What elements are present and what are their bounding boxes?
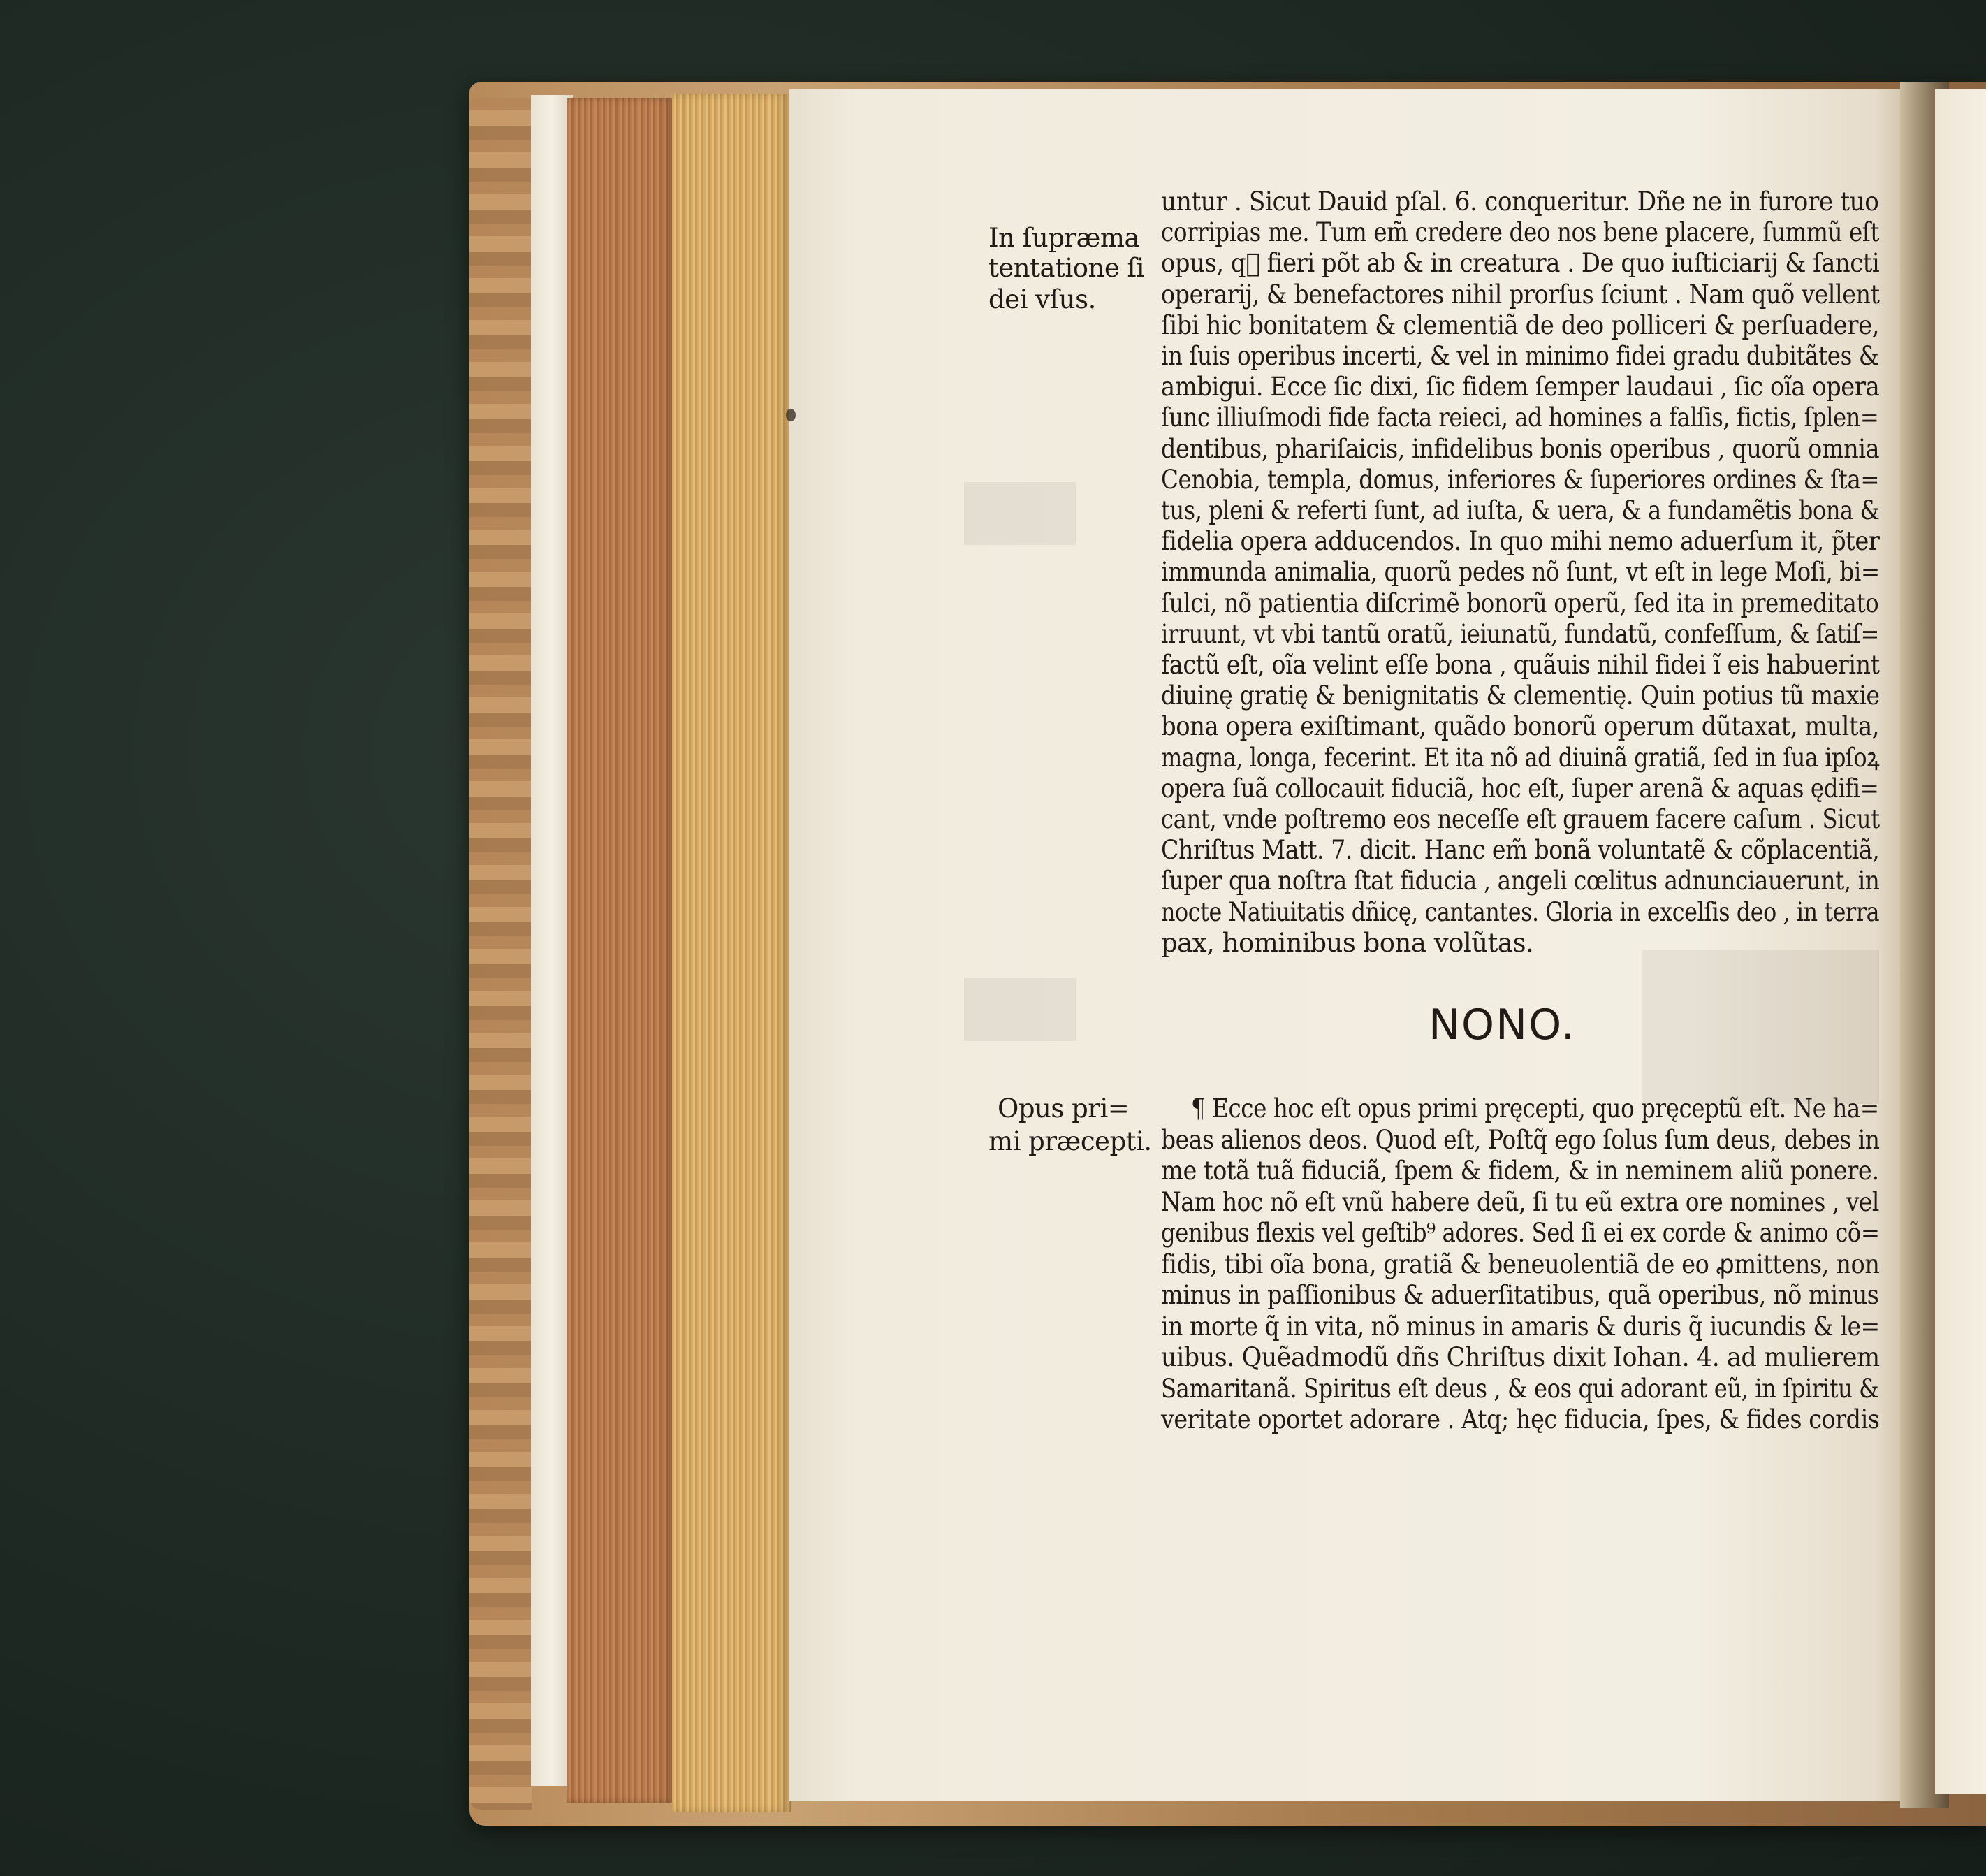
margin-note: In ſupræma: [988, 223, 1140, 253]
section-heading: NONO.: [1429, 1001, 1576, 1049]
text-line: pax, hominibus bona volũtas.: [1161, 927, 1534, 958]
show-through-mark: [1642, 950, 1879, 1104]
text-line: ¶ Ecce hoc eſt opus primi pręcepti, quo pręceptũ eſt. Ne ha=: [1191, 1093, 1879, 1124]
text-line: in morte q̃ in vita, nõ minus in amaris & duris q̃ iucundis & le=: [1161, 1311, 1880, 1341]
page-block-gilt-edge: [672, 94, 791, 1812]
text-line: ſibi hic bonitatem & clementiã de deo polliceri & perſuadere,: [1161, 310, 1880, 340]
text-line: ſuper qua noſtra ſtat fiducia , angeli cœlitus adnunciauerunt, in: [1161, 866, 1880, 896]
text-line: beas alienos deos. Quod eſt, Poſtq̃ ego ſolus ſum deus, debes in: [1161, 1124, 1880, 1155]
text-line: in ſuis operibus incerti, & vel in minimo fidei gradu dubitãtes &: [1161, 341, 1879, 371]
text-line: ambigui. Ecce ſic dixi, ſic fidem ſemper laudaui , ſic oĩa opera: [1161, 372, 1880, 402]
text-line: cant, vnde poſtremo eos neceſſe eſt grauem facere caſum . Sicut: [1161, 804, 1880, 834]
show-through-mark: [964, 978, 1076, 1041]
text-line: bona opera exiſtimant, quãdo bonorũ operum dũtaxat, multa,: [1161, 711, 1880, 742]
book-spine-edge: [469, 98, 532, 1810]
text-line: Chriſtus Matt. 7. dicit. Hanc em̃ bonã voluntatẽ & cõplacentiã,: [1161, 835, 1880, 866]
text-line: me totã tuã fiduciã, ſpem & fidem, & in neminem aliũ ponere.: [1161, 1156, 1879, 1186]
page-block-red-edge: [567, 98, 672, 1803]
margin-note: mi præcepti.: [988, 1126, 1152, 1156]
show-through-mark: [964, 482, 1076, 545]
page-block-white-edge: [531, 95, 573, 1786]
text-line: veritate oportet adorare . Atq; hęc fiducia, ſpes, & fides cordis: [1161, 1404, 1880, 1434]
text-line: magna, longa, fecerint. Et ita nõ ad diuinã gratiã, ſed in ſua ipſoꝝ: [1161, 742, 1880, 773]
text-line: genibus flexis vel geſtib⁹ adores. Sed ſi ei ex corde & animo cõ=: [1161, 1218, 1880, 1248]
text-line: ſunc illiuſmodi fide facta reieci, ad homines a falſis, fictis, ſplen=: [1161, 402, 1879, 433]
text-line: opus, q᷑ fieri põt ab & in creatura . De quo iuſticiarij & ſancti: [1161, 248, 1880, 279]
text-line: operarij, & benefactores nihil prorſus ſciunt . Nam quõ vellent: [1161, 279, 1880, 310]
text-line: Nam hoc nõ eſt vnũ habere deũ, ſi tu eũ extra ore nomines , vel: [1161, 1186, 1879, 1217]
text-line: minus in paſſionibus & aduerſitatibus, quã operibus, nõ minus: [1161, 1280, 1879, 1310]
text-line: irruunt, vt vbi tantũ oratũ, ieiunatũ, fundatũ, confeſſum, & ſatiſ=: [1161, 618, 1879, 649]
text-line: untur . Sicut Dauid pſal. 6. conqueritur. Dñe ne in furore tuo: [1161, 187, 1879, 217]
text-line: Samaritanã. Spiritus eſt deus , & eos qui adorant eũ, in ſpiritu &: [1161, 1373, 1879, 1404]
text-line: diuinę gratię & benignitatis & clementię. Quin potius tũ maxie: [1161, 681, 1880, 711]
text-line: fidis, tibi oĩa bona, gratiã & beneuolentiã de eo ꝓmittens, non: [1161, 1249, 1880, 1279]
margin-note: dei vſus.: [988, 284, 1096, 314]
margin-note: Opus pri=: [998, 1093, 1130, 1124]
text-line: opera ſuã collocauit fiduciã, hoc eſt, ſuper arenã & aquas ędifi=: [1161, 773, 1879, 804]
text-line: nocte Natiuitatis dñicę, cantantes. Gloria in excelſis deo , in terra: [1161, 896, 1880, 927]
ink-spot: [786, 409, 796, 421]
text-line: ſulci, nõ patientia diſcrimẽ bonorũ operũ, ſed ita in premeditato: [1161, 588, 1879, 618]
text-line: corripias me. Tum em̃ credere deo nos bene placere, ſummũ eſt: [1161, 217, 1880, 248]
text-line: dentibus, phariſaicis, infidelibus bonis operibus , quorũ omnia: [1161, 433, 1880, 464]
text-line: tus, pleni & referti ſunt, ad iuſta, & uera, & a fundamẽtis bona &: [1161, 495, 1880, 525]
text-line: uibus. Quẽadmodũ dñs Chriſtus dixit Iohan. 4. ad mulierem: [1161, 1342, 1880, 1372]
margin-note: tentatione ſi: [988, 253, 1145, 283]
text-line: factũ eſt, oĩa velint eſſe bona , quãuis nihil fidei ĩ eis habuerint: [1161, 650, 1880, 680]
text-line: immunda animalia, quorũ pedes nõ ſunt, vt eſt in lege Moſi, bi=: [1161, 557, 1880, 588]
text-line: Cenobia, templa, domus, inferiores & ſuperiores ordines & ſta=: [1161, 464, 1880, 495]
facing-page-edge: [1935, 89, 1986, 1794]
text-line: fidelia opera adducendos. In quo mihi nemo aduerſum it, p̃ter: [1161, 526, 1880, 557]
